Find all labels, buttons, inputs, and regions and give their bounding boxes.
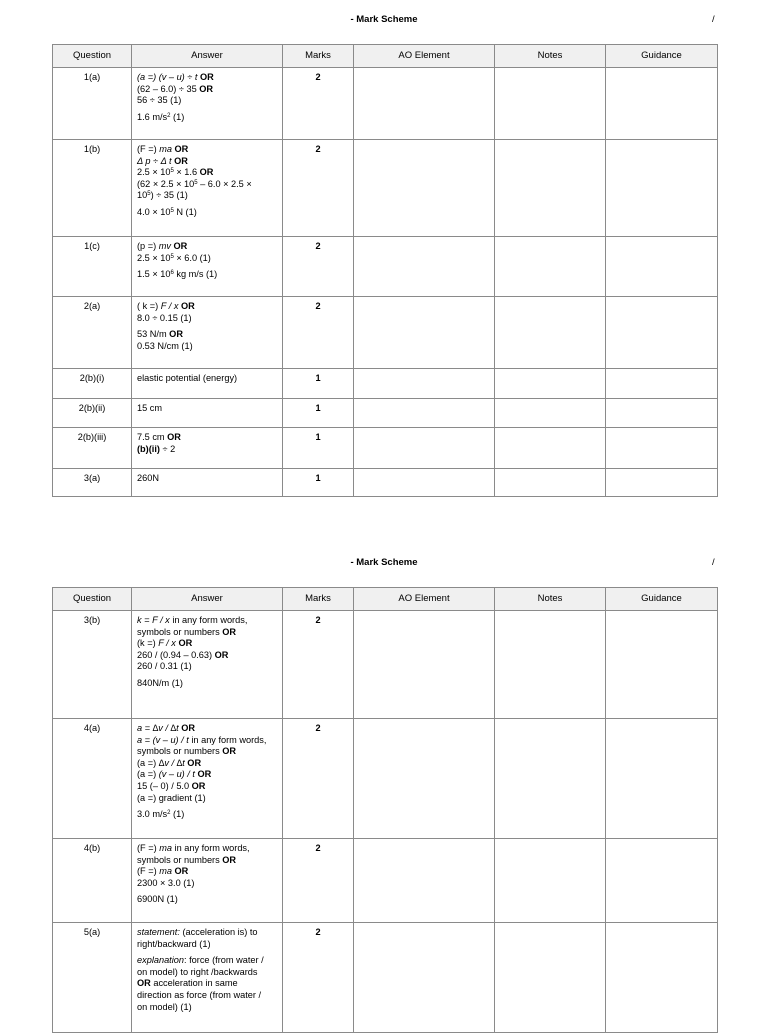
answer-cell: k = F / x in any form words, symbols or numbers OR (k =) F / x OR 260 / (0.94 – 0.63) OR 260 / 0.31 (1) 840N/m (1) xyxy=(132,611,283,719)
marks-cell: 2 xyxy=(283,923,354,1033)
marks-cell: 2 xyxy=(283,68,354,140)
answer-cell: ( k =) F / x OR 8.0 ÷ 0.15 (1) 53 N/m OR 0.53 N/cm (1) xyxy=(132,297,283,369)
marks-cell: 1 xyxy=(283,399,354,428)
col-header-ao-element: AO Element xyxy=(354,45,495,68)
table-row xyxy=(53,68,718,140)
ao-element-cell xyxy=(354,923,495,1033)
col-header-answer: Answer xyxy=(132,588,283,611)
notes-cell xyxy=(495,68,606,140)
question-cell: 3(a) xyxy=(53,469,132,497)
table-row xyxy=(53,839,718,923)
marks-cell: 1 xyxy=(283,469,354,497)
ao-element-cell xyxy=(354,469,495,497)
ao-element-cell xyxy=(354,140,495,237)
notes-cell xyxy=(495,469,606,497)
ao-element-cell xyxy=(354,428,495,469)
marks-cell: 2 xyxy=(283,140,354,237)
notes-cell xyxy=(495,297,606,369)
guidance-cell xyxy=(606,719,718,839)
page-header xyxy=(0,14,768,28)
question-cell: 2(b)(iii) xyxy=(53,428,132,469)
answer-cell: (F =) ma OR Δ p ÷ Δ t OR $2.5 \times 10^5 \times 1.6$ OR ($62 \times 2.5 \times 10^5 - 6.0 \times 2.5$ × $10^5) \div 35$ (1) $4.0 \times 10^5$ N (1) xyxy=(132,140,283,237)
question-cell: 5(a) xyxy=(53,923,132,1033)
marks-cell: 2 xyxy=(283,237,354,297)
col-header-marks: Marks xyxy=(283,588,354,611)
question-cell: 2(a) xyxy=(53,297,132,369)
table-row xyxy=(53,923,718,1033)
answer-cell: 7.5 cm OR (b)(ii) ÷ 2 xyxy=(132,428,283,469)
table-row xyxy=(53,399,718,428)
marks-cell: 2 xyxy=(283,611,354,719)
table-row xyxy=(53,428,718,469)
notes-cell xyxy=(495,611,606,719)
table-row xyxy=(53,237,718,297)
question-cell: 1(a) xyxy=(53,68,132,140)
table-row xyxy=(53,611,718,719)
col-header-answer: Answer xyxy=(132,45,283,68)
answer-cell: 260N xyxy=(132,469,283,497)
table-row xyxy=(53,369,718,399)
header-slash: / xyxy=(712,557,715,568)
guidance-cell xyxy=(606,923,718,1033)
answer-cell: elastic potential (energy) xyxy=(132,369,283,399)
marks-cell: 2 xyxy=(283,839,354,923)
guidance-cell xyxy=(606,140,718,237)
marks-cell: 2 xyxy=(283,297,354,369)
notes-cell xyxy=(495,140,606,237)
marks-cell: 1 xyxy=(283,369,354,399)
ao-element-cell xyxy=(354,297,495,369)
answer-cell: (p =) mv OR $2.5 \times 10^5 \times 6.0$ (1) $1.5 \times 10^6$ kg m/s (1) xyxy=(132,237,283,297)
table-row xyxy=(53,469,718,497)
marks-cell: 1 xyxy=(283,428,354,469)
question-cell: 3(b) xyxy=(53,611,132,719)
guidance-cell xyxy=(606,839,718,923)
col-header-guidance: Guidance xyxy=(606,45,718,68)
col-header-notes: Notes xyxy=(495,588,606,611)
ao-element-cell xyxy=(354,68,495,140)
question-cell: 2(b)(ii) xyxy=(53,399,132,428)
question-cell: 4(a) xyxy=(53,719,132,839)
table-row xyxy=(53,297,718,369)
notes-cell xyxy=(495,428,606,469)
header-slash: / xyxy=(712,14,715,25)
ao-element-cell xyxy=(354,611,495,719)
answer-cell: statement: (acceleration is) to right/backward (1) explanation: force (from water / on model) to right /backwards OR acceleration in same direction as force (from water / on model) (1) xyxy=(132,923,283,1033)
guidance-cell xyxy=(606,469,718,497)
answer-cell: a = ∆v / ∆t OR a = (v – u) / t in any form words, symbols or numbers OR (a =) ∆v / ∆t OR (a =) (v – u) / t OR 15 (– 0) / 5.0 OR (a =) gradient (1) 3.0 $m/s^2$ (1) xyxy=(132,719,283,839)
header-title: - Mark Scheme xyxy=(350,557,418,568)
guidance-cell xyxy=(606,237,718,297)
header-title: - Mark Scheme xyxy=(350,14,418,25)
guidance-cell xyxy=(606,68,718,140)
ao-element-cell xyxy=(354,399,495,428)
guidance-cell xyxy=(606,428,718,469)
notes-cell xyxy=(495,923,606,1033)
guidance-cell xyxy=(606,369,718,399)
mark-scheme-table xyxy=(52,44,718,497)
notes-cell xyxy=(495,399,606,428)
question-cell: 4(b) xyxy=(53,839,132,923)
answer-cell: (F =) ma in any form words, symbols or numbers OR (F =) ma OR 2300 × 3.0 (1) 6900N (1) xyxy=(132,839,283,923)
answer-cell: 15 cm xyxy=(132,399,283,428)
col-header-ao-element: AO Element xyxy=(354,588,495,611)
col-header-question: Question xyxy=(53,588,132,611)
ao-element-cell xyxy=(354,839,495,923)
col-header-guidance: Guidance xyxy=(606,588,718,611)
notes-cell xyxy=(495,369,606,399)
question-cell: 2(b)(i) xyxy=(53,369,132,399)
table-header-row xyxy=(53,588,718,611)
mark-scheme-table xyxy=(52,587,718,1033)
notes-cell xyxy=(495,237,606,297)
col-header-question: Question xyxy=(53,45,132,68)
table-header-row xyxy=(53,45,718,68)
ao-element-cell xyxy=(354,719,495,839)
guidance-cell xyxy=(606,399,718,428)
notes-cell xyxy=(495,719,606,839)
question-cell: 1(c) xyxy=(53,237,132,297)
ao-element-cell xyxy=(354,369,495,399)
guidance-cell xyxy=(606,611,718,719)
notes-cell xyxy=(495,839,606,923)
marks-cell: 2 xyxy=(283,719,354,839)
answer-cell: (a =) (v – u) ÷ t OR (62 – 6.0) ÷ 35 OR 56 ÷ 35 (1) 1.6 $m/s^2$ (1) xyxy=(132,68,283,140)
table-row xyxy=(53,140,718,237)
col-header-notes: Notes xyxy=(495,45,606,68)
col-header-marks: Marks xyxy=(283,45,354,68)
ao-element-cell xyxy=(354,237,495,297)
page-header xyxy=(0,557,768,571)
question-cell: 1(b) xyxy=(53,140,132,237)
table-row xyxy=(53,719,718,839)
guidance-cell xyxy=(606,297,718,369)
